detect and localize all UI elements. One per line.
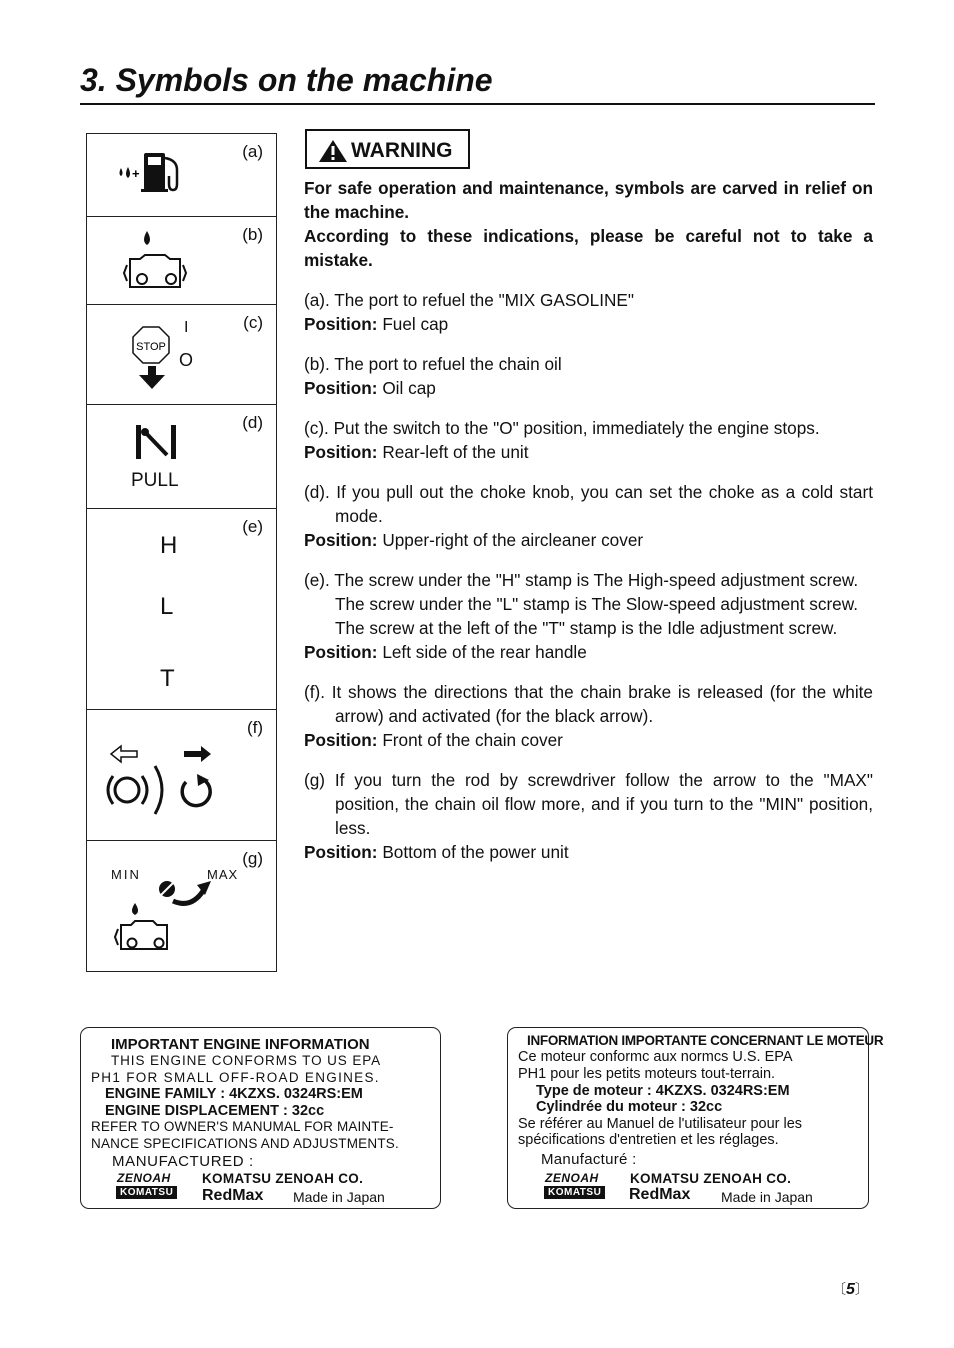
symbol-cell-d (87, 405, 276, 509)
label-en-made-in: Made in Japan (293, 1189, 385, 1205)
warning-triangle-icon (319, 140, 347, 162)
label-en-line-3: ENGINE FAMILY : 4KZXS. 0324RS:EM (105, 1086, 363, 1102)
page-title: 3. Symbols on the machine (80, 62, 493, 98)
label-en-title: IMPORTANT ENGINE INFORMATION (111, 1036, 370, 1053)
label-en-line-4: ENGINE DISPLACEMENT : 32cc (105, 1103, 325, 1119)
label-en-line-6: NANCE SPECIFICATIONS AND ADJUSTMENTS. (91, 1136, 399, 1151)
item-e-text-3: The screw at the left of the "T" stamp is the Idle adjustment screw. (335, 618, 838, 638)
warning-label: WARNING (351, 139, 453, 162)
label-fr-made-in: Made in Japan (721, 1189, 813, 1205)
item-a-position: Position: Fuel cap (304, 314, 449, 334)
item-f-text: (f). It shows the directions that the chain brake is released (for the white arrow) and activated (for the black arrow). (304, 682, 873, 726)
label-fr-line-1: Ce moteur conformc aux normcs U.S. EPA (518, 1049, 793, 1065)
min-label: MIN (111, 867, 141, 882)
symbol-label-g: (g) (242, 849, 263, 868)
komatsu-zenoah-logo: KOMATSU ZENOAH CO. (202, 1171, 364, 1186)
item-d-position: Position: Upper-right of the aircleaner cover (304, 530, 644, 550)
h-stamp: H (160, 532, 178, 559)
symbol-cell-a (87, 134, 276, 217)
symbol-label-a: (a) (242, 142, 263, 161)
symbol-label-c: (c) (243, 313, 263, 332)
symbol-cell-c (87, 305, 276, 405)
title-rule (80, 103, 875, 105)
label-fr-manufactured: Manufacturé : (541, 1151, 637, 1168)
label-en-line-2: PH1 FOR SMALL OFF-ROAD ENGINES. (91, 1070, 380, 1085)
engine-label-french (507, 1027, 884, 1209)
item-f-position: Position: Front of the chain cover (304, 730, 563, 750)
symbol-cell-e (87, 509, 276, 710)
max-label: MAX (207, 867, 239, 882)
symbol-label-f: (f) (246, 718, 263, 737)
pull-label: PULL (131, 470, 179, 491)
item-e-text: (e). The screw under the "H" stamp is The High-speed adjustment screw. (304, 570, 859, 590)
t-stamp: T (160, 665, 175, 692)
stop-text: STOP (136, 341, 166, 353)
label-en-line-1: THIS ENGINE CONFORMS TO US EPA (111, 1053, 382, 1068)
label-en-line-5: REFER TO OWNER'S MANUMAL FOR MAINTE- (91, 1119, 394, 1134)
switch-on-label: I (184, 319, 189, 336)
page-number: 〔5〕 (832, 1281, 869, 1298)
symbol-label-d: (d) (242, 413, 263, 432)
warning-box (305, 129, 470, 169)
item-c-text: (c). Put the switch to the "O" position, immediately the engine stops. (304, 418, 820, 438)
item-a-text: (a). The port to refuel the "MIX GASOLINE" (304, 290, 634, 310)
main-text (304, 176, 873, 864)
item-c-position: Position: Rear-left of the unit (304, 442, 529, 462)
komatsu-logo: KOMATSU (116, 1186, 177, 1199)
zenoah-logo: ZENOAH (117, 1171, 171, 1185)
label-fr-line-2: PH1 pour les petits moteurs tout-terrain. (518, 1066, 776, 1082)
label-fr-line-5: Se référer au Manuel de l'utilisateur pour les (518, 1116, 803, 1132)
redmax-logo: RedMax (629, 1186, 691, 1203)
item-e-text-2: The screw under the "L" stamp is The Slow-speed adjustment screw. (335, 594, 858, 614)
warning-paragraph-2: According to these indications, please be careful not to take a mistake. (304, 226, 873, 270)
item-b-position: Position: Oil cap (304, 378, 436, 398)
symbol-table (86, 133, 277, 972)
item-b-text: (b). The port to refuel the chain oil (304, 354, 562, 374)
chain-brake-icon (87, 710, 276, 840)
svg-text:+: + (132, 166, 140, 181)
komatsu-zenoah-logo: KOMATSU ZENOAH CO. (630, 1171, 792, 1186)
label-en-manufactured: MANUFACTURED : (112, 1153, 254, 1170)
fuel-pump-icon (87, 134, 276, 216)
komatsu-logo: KOMATSU (544, 1186, 605, 1199)
symbol-cell-b (87, 217, 276, 305)
item-e-position: Position: Left side of the rear handle (304, 642, 587, 662)
symbol-cell-g (87, 841, 276, 971)
label-fr-line-4: Cylindrée du moteur : 32cc (536, 1099, 723, 1115)
redmax-logo: RedMax (202, 1187, 264, 1204)
label-fr-line-6: spécifications d'entretien et les réglages. (518, 1132, 779, 1148)
warning-paragraph-1: For safe operation and maintenance, symbols are carved in relief on the machine. (304, 178, 873, 222)
choke-icon (87, 405, 276, 508)
oil-adjust-icon (87, 841, 276, 971)
item-g-position: Position: Bottom of the power unit (304, 842, 569, 862)
item-d-text: (d). If you pull out the choke knob, you can set the choke as a cold start mode. (304, 482, 873, 526)
engine-label-english (80, 1027, 441, 1209)
symbol-cell-f (87, 710, 276, 841)
label-fr-title: INFORMATION IMPORTANTE CONCERNANT LE MOTEUR (527, 1033, 884, 1048)
label-fr-line-3: Type de moteur : 4KZXS. 0324RS:EM (536, 1083, 790, 1099)
symbol-label-e: (e) (242, 517, 263, 536)
switch-off-label: O (179, 350, 194, 370)
chain-oil-icon (87, 217, 276, 304)
symbol-label-b: (b) (242, 225, 263, 244)
l-stamp: L (160, 593, 174, 620)
item-g-text: (g) If you turn the rod by screwdriver follow the arrow to the "MAX" position, the chain oil flow more, and if you turn to the "MIN" position, less. (304, 770, 873, 838)
zenoah-logo: ZENOAH (545, 1171, 599, 1185)
